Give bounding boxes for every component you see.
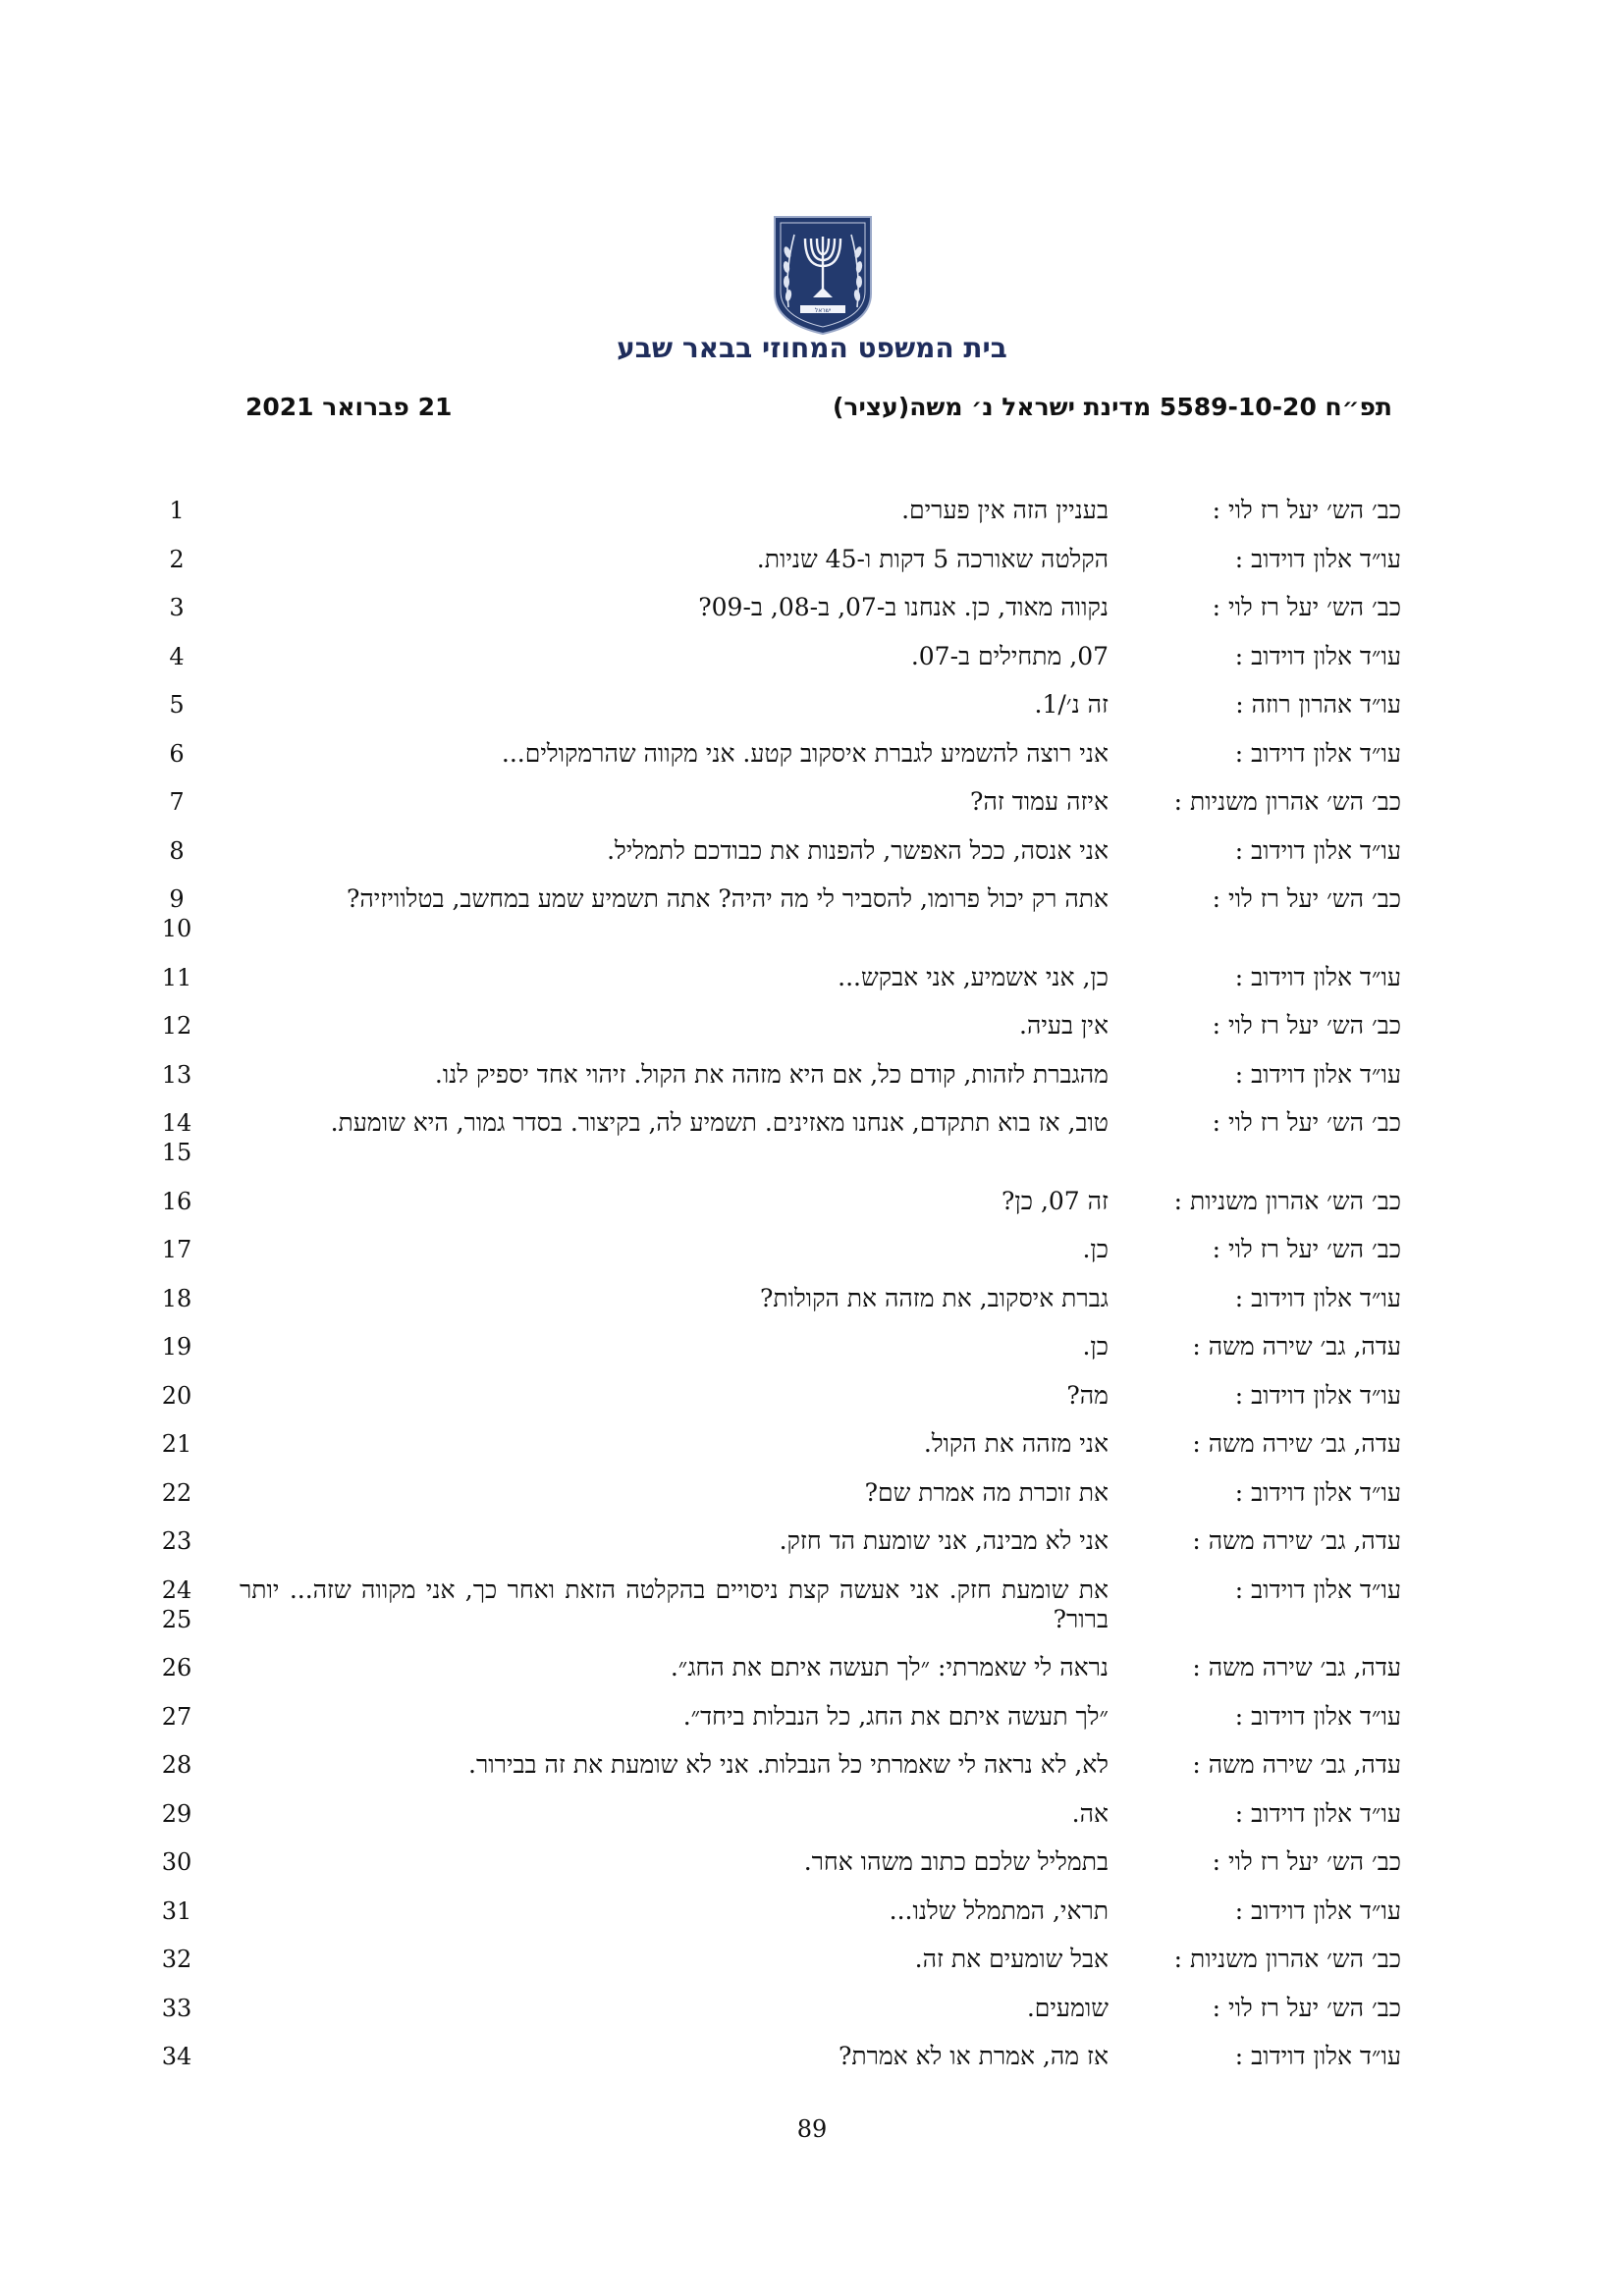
speech-text: 07, מתחילים ב-07. [910, 641, 1109, 670]
speaker-label: עו״ד אלון דוידוב : [1234, 1380, 1401, 1410]
speaker-label: עו״ד אלון דוידוב : [1234, 738, 1401, 768]
speaker-label: כב׳ הש׳ אהרון משניות : [1173, 787, 1401, 816]
speaker-label: כב׳ הש׳ יעל רז לוי : [1212, 1993, 1401, 2022]
speaker-label: עו״ד אלון דוידוב : [1234, 962, 1401, 991]
line-number: 12 [161, 1012, 192, 1040]
line-number: 31 [161, 1896, 192, 1925]
line-number: 27 [161, 1702, 192, 1731]
line-number: 28 [161, 1751, 192, 1779]
speaker-label: עו״ד אלון דוידוב : [1234, 1798, 1401, 1828]
case-number: תפ״ח 5589-10-20 מדינת ישראל נ׳ משה(עציר) [832, 393, 1392, 421]
speech-text: אין בעיה. [1019, 1011, 1109, 1040]
speech-text: אני רוצה להשמיע לגברת איסקוב קטע. אני מקווה שהרמקולים... [501, 738, 1109, 768]
speech-text: זה 07, כן? [1001, 1186, 1109, 1215]
speaker-label: עדה, גב׳ שירה משה : [1192, 1332, 1401, 1361]
speaker-label: עו״ד אלון דוידוב : [1234, 1059, 1401, 1089]
line-number: 23 [161, 1527, 192, 1555]
line-number: 20 [161, 1381, 192, 1410]
speaker-label: עו״ד אלון דוידוב : [1234, 1896, 1401, 1925]
speaker-label: עו״ד אלון דוידוב : [1234, 1477, 1401, 1507]
line-number: 30 [161, 1848, 192, 1876]
emblem-caption: ישראל [814, 307, 832, 314]
speech-text: זה נ׳/1. [1034, 690, 1109, 719]
speaker-label: עדה, גב׳ שירה משה : [1192, 1653, 1401, 1682]
line-number: 33 [161, 1994, 192, 2022]
line-number: 32 [161, 1946, 192, 1973]
speech-text: אז מה, אמרת או לא אמרת? [838, 2042, 1109, 2070]
line-number: 34 [161, 2043, 192, 2070]
line-number: 6 [169, 739, 185, 768]
line-number: 21 [161, 1430, 192, 1458]
line-number: 5 [169, 691, 185, 719]
speech-text: כן. [1082, 1235, 1109, 1263]
speaker-label: כב׳ הש׳ יעל רז לוי : [1212, 1847, 1401, 1876]
speaker-label: עו״ד אלון דוידוב : [1234, 1575, 1401, 1604]
line-number: 17 [161, 1236, 192, 1263]
hearing-date: 21 פברואר 2021 [245, 393, 453, 421]
speech-text: תראי, המתמלל שלנו... [889, 1896, 1109, 1925]
speech-text: נראה לי שאמרתי: ״לך תעשה איתם את החג״. [670, 1653, 1109, 1682]
line-number: 13 [161, 1060, 192, 1089]
speech-text: את שומעת חזק. אני אעשה קצת ניסויים בהקלטה הזאת ואחר כך, אני מקווה שזה... יותר ברור? [240, 1575, 1109, 1633]
speaker-label: עו״ד אלון דוידוב : [1234, 544, 1401, 573]
speaker-label: כב׳ הש׳ יעל רז לוי : [1212, 593, 1401, 621]
line-number: 29 [161, 1799, 192, 1828]
speech-text: כן. [1082, 1332, 1109, 1361]
speech-text: אה. [1071, 1798, 1109, 1828]
speech-text: אבל שומעים את זה. [914, 1945, 1109, 1973]
speaker-label: כב׳ הש׳ אהרון משניות : [1173, 1945, 1401, 1973]
line-number: 22 [161, 1478, 192, 1507]
speech-text: גברת איסקוב, את מזהה את הקולות? [759, 1283, 1109, 1312]
speaker-label: כב׳ הש׳ אהרון משניות : [1173, 1186, 1401, 1215]
line-number: 19 [161, 1333, 192, 1361]
speech-text: בעניין הזה אין פערים. [901, 496, 1109, 524]
speech-text: ״לך תעשה איתם את החג, כל הנבלות ביחד״. [682, 1701, 1109, 1731]
speech-text: לא, לא נראה לי שאמרתי כל הנבלות. אני לא שומעת את זה בבירור. [468, 1750, 1109, 1779]
speaker-label: עו״ד אהרון רוזה : [1235, 690, 1401, 719]
line-number: 11 [161, 963, 192, 991]
line-number: 26 [161, 1654, 192, 1682]
line-number: 7 [169, 788, 185, 816]
speech-text: כן, אני אשמיע, אני אבקש... [838, 962, 1109, 991]
speaker-label: כב׳ הש׳ יעל רז לוי : [1212, 884, 1401, 913]
speech-text: טוב, אז בוא תתקדם, אנחנו מאזינים. תשמיע לה, בקיצור. בסדר גמור, היא שומעת. [330, 1108, 1109, 1137]
line-number: 2 [169, 545, 185, 573]
speaker-label: כב׳ הש׳ יעל רז לוי : [1212, 1011, 1401, 1040]
speech-text: מה? [1066, 1380, 1109, 1410]
line-number: 14 15 [161, 1109, 192, 1166]
page-number: 89 [796, 2115, 828, 2143]
speaker-label: עדה, גב׳ שירה משה : [1192, 1750, 1401, 1779]
line-number: 4 [169, 642, 185, 670]
speaker-label: כב׳ הש׳ יעל רז לוי : [1212, 1235, 1401, 1263]
speech-text: הקלטה שאורכה 5 דקות ו-45 שניות. [756, 544, 1109, 573]
speech-text: אני אנסה, ככל האפשר, להפנות את כבודכם לתמליל. [607, 835, 1109, 865]
speech-text: שומעים. [1026, 1993, 1109, 2022]
speaker-label: כב׳ הש׳ יעל רז לוי : [1212, 1108, 1401, 1137]
line-number: 8 [169, 836, 185, 865]
speech-text: בתמליל שלכם כתוב משהו אחר. [803, 1847, 1109, 1876]
line-number: 18 [161, 1284, 192, 1312]
speaker-label: עדה, גב׳ שירה משה : [1192, 1526, 1401, 1555]
speech-text: איזה עמוד זה? [970, 787, 1109, 816]
speaker-label: עו״ד אלון דוידוב : [1234, 1283, 1401, 1312]
speaker-label: עו״ד אלון דוידוב : [1234, 1701, 1401, 1731]
speaker-label: עו״ד אלון דוידוב : [1234, 2042, 1401, 2070]
speech-text: נקווה מאוד, כן. אנחנו ב-07, ב-08, ב-09? [698, 593, 1109, 621]
speech-text: מהגברת לזהות, קודם כל, אם היא מזהה את הקול. זיהוי אחד יספיק לנו. [434, 1059, 1109, 1089]
speaker-label: עדה, גב׳ שירה משה : [1192, 1429, 1401, 1458]
speaker-label: עו״ד אלון דוידוב : [1234, 641, 1401, 670]
speech-text: אני לא מבינה, אני שומעת הד חזק. [779, 1526, 1109, 1555]
line-number: 9 10 [161, 885, 192, 942]
speech-text: אתה רק יכול פרומו, להסביר לי מה יהיה? אתה תשמיע שמע במחשב, בטלוויזיה? [347, 884, 1109, 913]
line-number: 3 [169, 594, 185, 621]
speaker-label: עו״ד אלון דוידוב : [1234, 835, 1401, 865]
court-name: בית המשפט המחוזי בבאר שבע [617, 332, 1007, 364]
speech-text: אני מזהה את הקול. [923, 1429, 1109, 1458]
line-number: 24 25 [161, 1575, 192, 1633]
line-number: 16 [161, 1187, 192, 1215]
speech-text: את זוכרת מה אמרת שם? [864, 1477, 1109, 1507]
line-number: 1 [169, 497, 185, 524]
speaker-label: כב׳ הש׳ יעל רז לוי : [1212, 496, 1401, 524]
